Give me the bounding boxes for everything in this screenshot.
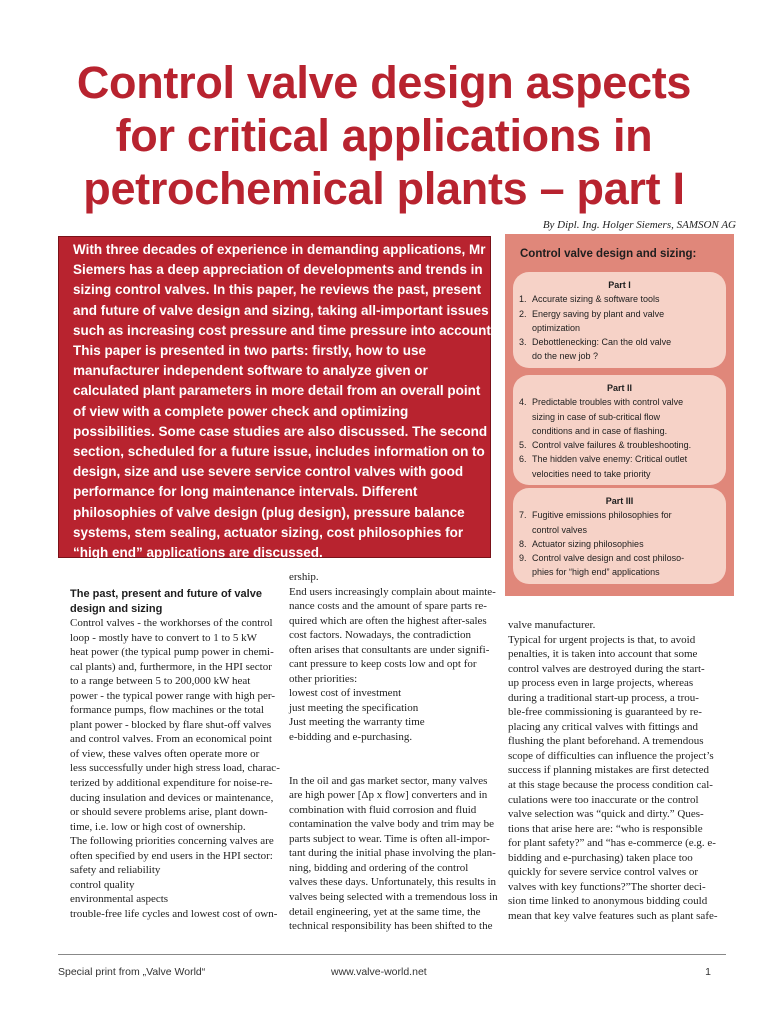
- intro-line: Siemers has a deep appreciation of developments and trends in: [73, 262, 483, 278]
- intro-line: of view with a complete power check and optimizing: [73, 403, 409, 419]
- intro-line: performance for long maintenance intervals. Different: [73, 484, 418, 500]
- item-text: phies for “high end” applications: [532, 567, 660, 578]
- title-line: for critical applications in: [115, 110, 653, 161]
- item-text: control valves: [532, 524, 588, 535]
- body-line: to a range between 5 to 200,000 kW heat: [70, 675, 251, 688]
- body-line: detail engineering, yet at the same time, the: [289, 905, 481, 918]
- body-line: In the oil and gas market sector, many valves: [289, 774, 488, 787]
- intro-line: section, scheduled for a future issue, includes information on to: [73, 444, 485, 460]
- part-title: Part III: [605, 496, 634, 506]
- body-line: nance costs and the amount of spare parts re-: [289, 600, 487, 613]
- item-number: 6.: [519, 454, 527, 465]
- item-number: 4.: [519, 397, 527, 408]
- body-line: for plant safety?” and “has e-commerce (e.g. e-: [508, 837, 716, 850]
- body-line: ership.: [289, 571, 319, 583]
- body-line: Typical for urgent projects is that, to avoid: [508, 633, 696, 646]
- section-heading: The past, present and future of valve: [70, 588, 262, 600]
- body-line: e-bidding and e-purchasing.: [289, 731, 413, 744]
- body-line: ning, bidding and ordering of the control: [289, 861, 469, 874]
- body-line: control valves are destroyed during the start-: [508, 662, 705, 675]
- title-line: petrochemical plants – part I: [83, 163, 685, 214]
- part-title: Part I: [608, 280, 631, 290]
- body-line: environmental aspects: [70, 893, 169, 906]
- intro-line: philosophies of valve design (plug design), pressure balance: [73, 504, 465, 520]
- contents-item: [519, 307, 720, 336]
- body-line: ble-free commissioning is guaranteed by re-: [508, 706, 702, 719]
- body-line: other priorities:: [289, 672, 358, 685]
- body-line: Just meeting the warranty time: [289, 716, 425, 729]
- body-line: quired which are often the highest after-sales: [289, 614, 487, 627]
- intro-line: calculated plant parameters in more detail from an overall point: [73, 383, 481, 399]
- body-line: are high power [Δp x flow] converters and in: [289, 789, 488, 802]
- item-text: velocities need to take priority: [532, 468, 651, 479]
- contents-item: [519, 395, 720, 438]
- item-text: The hidden valve enemy: Critical outlet: [532, 454, 688, 465]
- body-line: culations were too inaccurate or the control: [508, 793, 699, 806]
- body-line: tant during the initial phase involving the plan-: [289, 847, 496, 860]
- item-number: 2.: [519, 308, 527, 319]
- footer-rule: [58, 954, 726, 955]
- body-line: of view, these valves often operate more or: [70, 747, 260, 760]
- body-line: plant power - blocked by flare shut-off valves: [70, 718, 272, 731]
- part-panel: [513, 375, 726, 485]
- body-line: valve selection was “quick and dirty.” Ques-: [508, 808, 704, 821]
- body-line: technical responsibility has been shifted to the: [289, 920, 493, 933]
- intro-line: systems, stem sealing, actuator sizing, cost philosophies for: [73, 524, 464, 540]
- item-number: 7.: [519, 510, 527, 521]
- part-panel: [513, 488, 726, 584]
- contents-item: [519, 508, 720, 537]
- part-title: Part II: [606, 383, 632, 393]
- item-number: 8.: [519, 538, 527, 549]
- title-line: Control valve design aspects: [76, 57, 692, 108]
- item-text: optimization: [532, 322, 581, 333]
- body-line: often arises that consultants are under signifi-: [289, 643, 490, 656]
- intro-line: such as increasing cost pressure and time pressure into account.: [73, 322, 495, 338]
- article-title: [0, 56, 768, 215]
- intro-box: [58, 236, 495, 561]
- body-line: mean that key valve features such as plant safe-: [508, 909, 718, 922]
- body-line: cant pressure to keep costs low and opt for: [289, 658, 477, 671]
- body-line: valves being selected with a tremendous loss in: [289, 891, 498, 904]
- body-line: and control valves. From an economical point: [70, 733, 272, 746]
- item-text: Accurate sizing & software tools: [532, 294, 660, 305]
- body-line: during a traditional start-up process, a trou-: [508, 691, 699, 704]
- body-line: End users increasingly complain about mainte-: [289, 585, 496, 598]
- section-heading: design and sizing: [70, 602, 163, 615]
- body-line: combination with fluid corrosion and fluid: [289, 803, 477, 816]
- footer-url[interactable]: www.valve-world.net: [331, 966, 427, 978]
- body-line: valve manufacturer.: [508, 619, 596, 631]
- item-text: sizing in case of sub-critical flow: [532, 411, 661, 422]
- contents-item: [519, 537, 720, 551]
- body-line: valves these days. Unfortunately, this results in: [289, 876, 497, 889]
- item-text: Control valve failures & troubleshooting.: [532, 440, 692, 451]
- item-text: Actuator sizing philosophies: [532, 538, 644, 549]
- intro-line: manufacturer independent software to analyze given or: [73, 363, 428, 379]
- body-line: scope of difficulties can influence the project’s: [508, 749, 714, 762]
- body-line: The following priorities concerning valves are: [70, 835, 274, 848]
- item-text: do the new job ?: [532, 351, 599, 362]
- body-line: or should severe problems arise, plant down-: [70, 806, 268, 819]
- contents-item: [519, 551, 720, 580]
- body-line: Control valves - the workhorses of the control: [70, 617, 273, 629]
- body-line: lowest cost of investment: [289, 687, 402, 700]
- paragraph-gap: [289, 745, 495, 760]
- text-column-1: [70, 587, 280, 921]
- text-column-3: [508, 618, 718, 923]
- body-line: often specified by end users in the HPI sector:: [70, 849, 273, 862]
- item-number: 5.: [519, 440, 527, 451]
- body-line: up process even in large projects, whereas: [508, 677, 694, 690]
- body-line: just meeting the specification: [289, 701, 419, 714]
- contents-item: [519, 335, 720, 364]
- body-line: parts subject to wear. Time is often all-impor-: [289, 832, 490, 845]
- body-line: control quality: [70, 878, 135, 891]
- body-line: cal plants) and, furthermore, in the HPI sector: [70, 660, 272, 673]
- item-number: 1.: [519, 294, 527, 305]
- intro-line: sizing control valves. In this paper, he reviews the past, present: [73, 282, 482, 298]
- body-line: terized by additional expenditure for noise-re-: [70, 777, 273, 790]
- author-byline: By Dipl. Ing. Holger Siemers, SAMSON AG: [542, 219, 736, 231]
- body-line: heat power (the typical pump power in chemi-: [70, 646, 274, 659]
- body-line: penalties, it is taken into account that some: [508, 648, 698, 661]
- page-number: 1: [705, 966, 711, 978]
- intro-line: design, size and use severe service control valves with good: [73, 464, 464, 480]
- item-text: Control valve design and cost philoso-: [532, 553, 685, 564]
- body-line: placing any critical valves with fittings and: [508, 720, 699, 733]
- item-number: 3.: [519, 337, 527, 348]
- body-line: bidding and e-purchasing) taken place too: [508, 851, 693, 864]
- item-text: conditions and in case of flashing.: [532, 425, 668, 436]
- contents-item: [519, 452, 720, 481]
- body-line: ducing insulation and devices or maintenance,: [70, 791, 274, 804]
- body-line: success if planning mistakes are first detected: [508, 764, 709, 777]
- body-line: time, i.e. low or high cost of ownership.: [70, 820, 246, 833]
- intro-line: “high end” applications are discussed.: [73, 545, 323, 561]
- contents-item: [519, 438, 720, 452]
- paragraph-gap: [289, 759, 495, 774]
- item-text: Predictable troubles with control valve: [532, 397, 684, 408]
- body-line: safety and reliability: [70, 864, 161, 877]
- body-line: at this stage because the process condition cal-: [508, 779, 713, 792]
- body-line: formance pumps, flow machines or the total: [70, 704, 264, 717]
- body-line: sion time linked to anonymous bidding could: [508, 895, 708, 908]
- intro-line: With three decades of experience in demanding applications, Mr: [73, 242, 486, 257]
- body-line: tions that arise here are: “who is responsible: [508, 822, 703, 835]
- contents-sidebar: [505, 234, 734, 596]
- body-line: valves with key functions?”The shorter deci-: [508, 880, 706, 893]
- text-column-2: [289, 570, 498, 934]
- part-panel: [513, 272, 726, 368]
- body-line: less successfully under high stress load, charac-: [70, 762, 280, 775]
- body-line: loop - mostly have to convert to 1 to 5 kW: [70, 631, 257, 644]
- body-line: contamination the valve body and trim may be: [289, 818, 494, 831]
- body-line: cost factors. Nowadays, the contradiction: [289, 629, 472, 642]
- item-text: Energy saving by plant and valve: [532, 308, 665, 319]
- contents-item: [519, 292, 720, 306]
- item-number: 9.: [519, 553, 527, 564]
- item-text: Debottlenecking: Can the old valve: [532, 337, 672, 348]
- intro-line: possibilities. Some case studies are also discussed. The second: [73, 423, 488, 439]
- footer-source: Special print from „Valve World“: [58, 966, 206, 978]
- intro-line: and future of valve design and sizing, taking all-important issues: [73, 302, 489, 318]
- intro-line: This paper is presented in two parts: firstly, how to use: [73, 343, 427, 359]
- item-text: Fugitive emissions philosophies for: [532, 510, 672, 521]
- sidebar-heading: Control valve design and sizing:: [520, 248, 697, 260]
- body-line: quickly for severe service control valves or: [508, 866, 698, 879]
- body-line: power - the typical power range with high per-: [70, 689, 276, 702]
- body-line: trouble-free life cycles and lowest cost of own-: [70, 907, 278, 920]
- body-line: flushing the plant beforehand. A tremendous: [508, 735, 704, 748]
